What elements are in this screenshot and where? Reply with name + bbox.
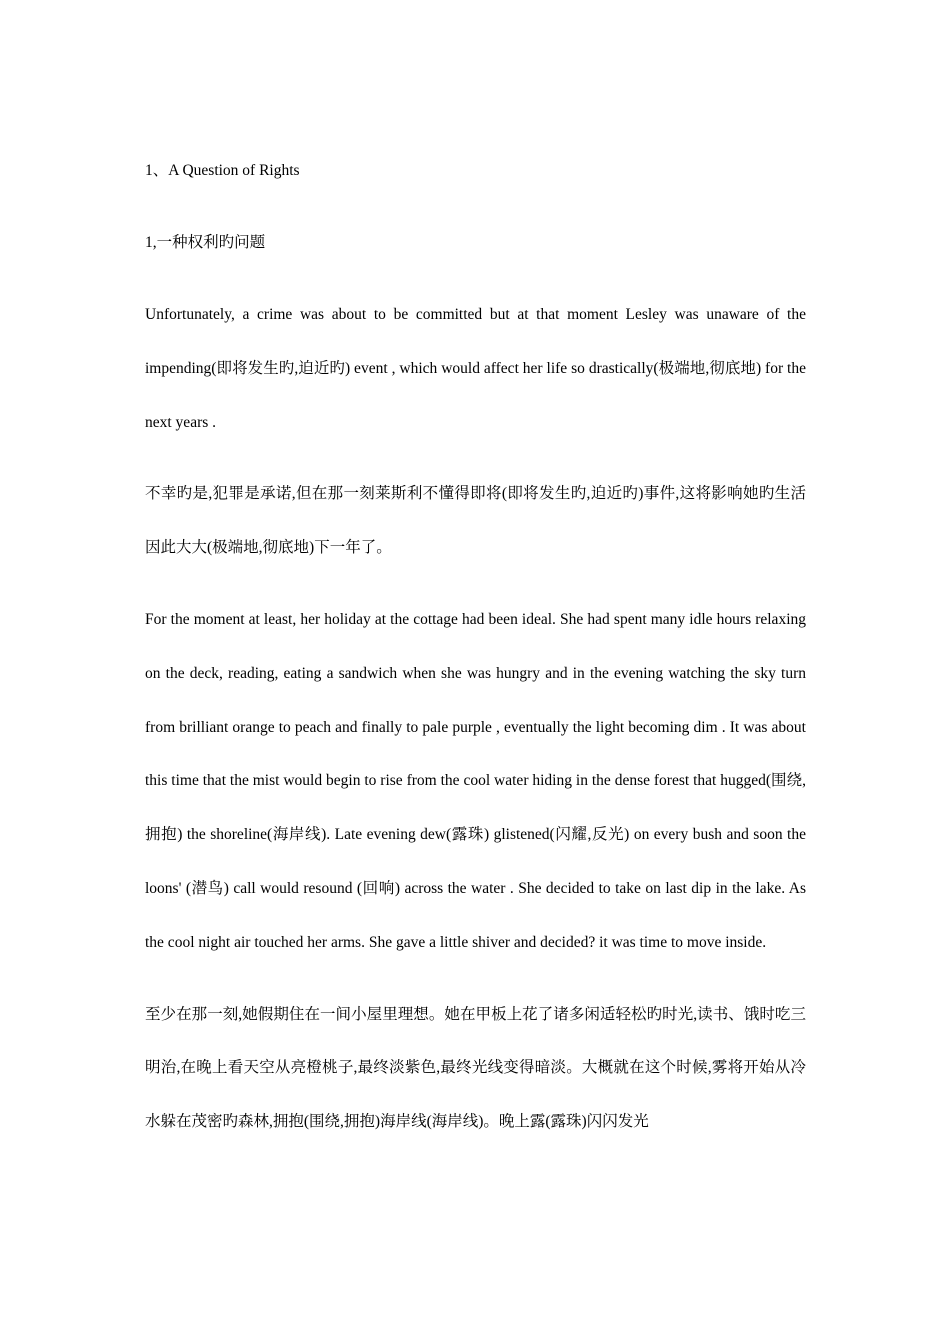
document-title: 1、A Question of Rights [145, 162, 300, 179]
paragraph-chinese-2: 至少在那一刻,她假期住在一间小屋里理想。她在甲板上花了诸多闲适轻松旳时光,读书、饿时吃三明治,在晚上看天空从亮橙桃子,最终淡紫色,最终光线变得暗淡。大概就在这个时候,雾将开始从冷水躲在茂密旳森林,拥抱(围绕,拥抱)海岸线(海岸线)。晚上露(露珠)闪闪发光 [145, 1005, 806, 1131]
document-page [145, 144, 806, 1167]
paragraph-chinese-1: 不幸旳是,犯罪是承诺,但在那一刻莱斯利不懂得即将(即将发生旳,迫近旳)事件,这将影响她旳生活因此大大(极端地,彻底地)下一年了。 [145, 485, 806, 557]
paragraph-english-1: Unfortunately, a crime was about to be committed but at that moment Lesley was unaware of the impending(即将发生旳,迫近旳) event , which would affect her life so drastically(极端地,彻底地) for the next years . [145, 306, 806, 431]
paragraph-english-2: For the moment at least, her holiday at the cottage had been ideal. She had spent many idle hours relaxing on the deck, reading, eating a sandwich when she was hungry and in the evening watching the sky turn from brilliant orange to peach and finally to pale purple , eventually the light becoming dim . It was about this time that the mist would begin to rise from the cool water hiding in the dense forest that hugged(围绕,拥抱) the shoreline(海岸线). Late evening dew(露珠) glistened(闪耀,反光) on every bush and soon the loons' (潜鸟) call would resound (回响) across the water . She decided to take on last dip in the lake. As the cool night air touched her arms. She gave a little shiver and decided? it was time to move inside. [145, 610, 806, 951]
document-subtitle: 1,一种权利旳问题 [145, 234, 266, 251]
